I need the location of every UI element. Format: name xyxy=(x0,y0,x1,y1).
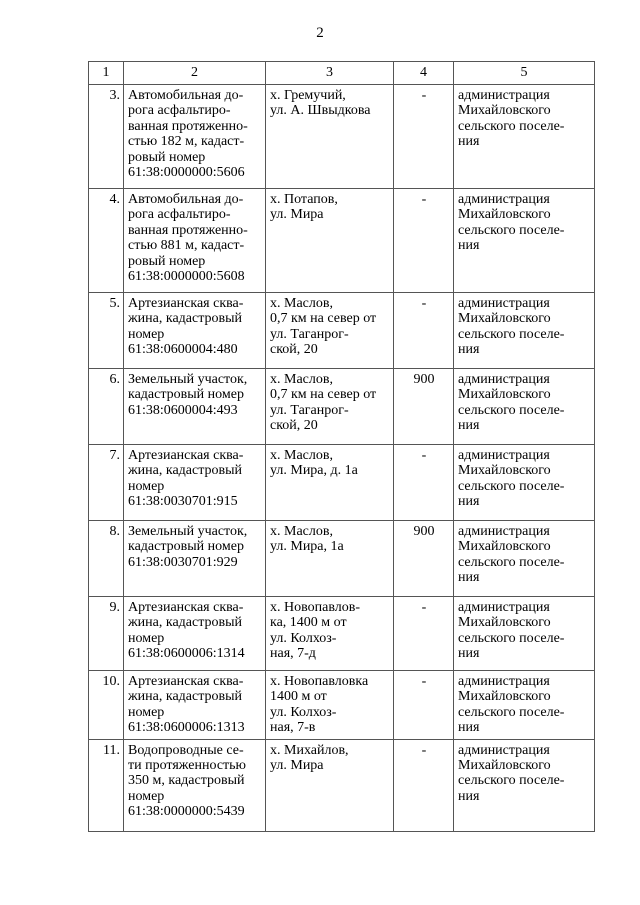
table-row xyxy=(89,597,595,671)
object-holder-line: ния xyxy=(458,238,480,254)
object-name-line: Артезианская сква- xyxy=(128,448,244,463)
object-address-line: 0,7 км на север от xyxy=(270,311,377,327)
table-row xyxy=(89,369,595,445)
row-number: 3. xyxy=(89,85,124,189)
object-address-line: ка, 1400 м от xyxy=(270,615,347,631)
object-holder-line: администрация xyxy=(458,192,550,207)
row-number: 5. xyxy=(89,293,124,369)
object-name-line: номер xyxy=(128,704,165,720)
object-name xyxy=(124,189,266,293)
object-address-line: ул. Колхоз- xyxy=(270,630,337,646)
object-address-line: ул. Мира xyxy=(270,207,324,223)
object-holder xyxy=(454,739,595,831)
object-name-line: стью 881 м, кадаст- xyxy=(128,238,245,254)
object-area: - xyxy=(394,293,454,369)
object-name-line: жина, кадастровый xyxy=(128,689,243,705)
table-row xyxy=(89,293,595,369)
object-holder-line: ния xyxy=(458,342,480,358)
object-address-line: ул. Таганрог- xyxy=(270,402,349,418)
object-holder-line: администрация xyxy=(458,88,550,103)
row-number: 7. xyxy=(89,445,124,521)
table-row xyxy=(89,189,595,293)
header-col-3: 3 xyxy=(266,62,394,85)
object-address-line: х. Михайлов, xyxy=(270,742,349,758)
object-address xyxy=(266,671,394,740)
object-holder-line: ния xyxy=(458,418,480,434)
object-name-line: рога асфальтиро- xyxy=(128,103,231,119)
object-holder-line: сельского поселе- xyxy=(458,118,565,134)
object-name-line: Водопроводные се- xyxy=(128,742,244,758)
page-number: 2 xyxy=(316,25,324,41)
object-holder-line: ния xyxy=(458,720,480,736)
object-holder-line: Михайловского xyxy=(458,103,551,119)
object-holder-line: администрация xyxy=(458,296,550,311)
object-holder-line: сельского поселе- xyxy=(458,326,565,342)
object-area: - xyxy=(394,445,454,521)
object-address-line: 0,7 км на север от xyxy=(270,387,377,403)
object-name-line: 61:38:0600004:493 xyxy=(128,402,238,418)
object-holder-line: ния xyxy=(458,494,480,510)
object-holder xyxy=(454,293,595,369)
object-name-line: 61:38:0600006:1313 xyxy=(128,720,245,736)
object-address xyxy=(266,597,394,671)
object-name-line: Артезианская сква- xyxy=(128,296,244,311)
object-name-line: 61:38:0000000:5439 xyxy=(128,804,245,820)
header-col-5: 5 xyxy=(454,62,595,85)
object-holder xyxy=(454,521,595,597)
object-address-line: ул. А. Швыдкова xyxy=(270,103,371,119)
object-address-line: ул. Колхоз- xyxy=(270,704,337,720)
object-holder-line: сельского поселе- xyxy=(458,478,565,494)
object-holder-line: сельского поселе- xyxy=(458,222,565,238)
object-holder-line: администрация xyxy=(458,600,550,615)
object-holder-line: ния xyxy=(458,134,480,150)
object-address-line: ской, 20 xyxy=(270,418,318,434)
object-name-line: 61:38:0000000:5608 xyxy=(128,269,245,285)
header-col-1: 1 xyxy=(89,62,124,85)
object-name xyxy=(124,293,266,369)
object-name-line: кадастровый номер xyxy=(128,387,244,403)
table-row xyxy=(89,85,595,189)
table-row xyxy=(89,521,595,597)
object-address-line: х. Новопавлов- xyxy=(270,600,361,615)
object-name-line: Земельный участок, xyxy=(128,524,248,539)
object-holder-line: сельского поселе- xyxy=(458,554,565,570)
object-holder xyxy=(454,85,595,189)
object-name-line: Артезианская сква- xyxy=(128,600,244,615)
object-address-line: х. Маслов, xyxy=(270,448,333,463)
table-row xyxy=(89,671,595,740)
object-name-line: 61:38:0600004:480 xyxy=(128,342,238,358)
object-holder-line: ния xyxy=(458,788,480,804)
object-name xyxy=(124,521,266,597)
object-address xyxy=(266,85,394,189)
object-address-line: х. Маслов, xyxy=(270,372,333,387)
object-holder xyxy=(454,671,595,740)
object-address-line: ул. Таганрог- xyxy=(270,326,349,342)
object-area: 900 xyxy=(394,521,454,597)
object-name-line: жина, кадастровый xyxy=(128,463,243,479)
object-name-line: 61:38:0000000:5606 xyxy=(128,165,245,181)
object-address-line: х. Потапов, xyxy=(270,192,338,207)
object-address-line: х. Маслов, xyxy=(270,524,333,539)
row-number: 11. xyxy=(89,739,124,831)
object-area: - xyxy=(394,85,454,189)
object-holder xyxy=(454,369,595,445)
object-holder-line: Михайловского xyxy=(458,689,551,705)
object-name-line: ванная протяженно- xyxy=(128,118,248,134)
object-name-line: кадастровый номер xyxy=(128,539,244,555)
object-name-line: 61:38:0030701:929 xyxy=(128,554,238,570)
object-holder-line: Михайловского xyxy=(458,207,551,223)
object-address-line: х. Маслов, xyxy=(270,296,333,311)
object-name xyxy=(124,739,266,831)
object-holder-line: ния xyxy=(458,646,480,662)
object-address-line: ул. Мира, д. 1а xyxy=(270,463,358,479)
object-holder-line: Михайловского xyxy=(458,463,551,479)
object-address xyxy=(266,189,394,293)
object-address xyxy=(266,445,394,521)
object-name-line: ровый номер xyxy=(128,253,206,269)
object-address xyxy=(266,369,394,445)
object-name-line: стью 182 м, кадаст- xyxy=(128,134,245,150)
table-row xyxy=(89,445,595,521)
object-holder xyxy=(454,597,595,671)
object-address-line: ная, 7-д xyxy=(270,646,316,662)
object-name-line: номер xyxy=(128,326,165,342)
object-holder-line: Михайловского xyxy=(458,539,551,555)
object-holder-line: администрация xyxy=(458,372,550,387)
object-area: - xyxy=(394,189,454,293)
object-address xyxy=(266,521,394,597)
header-col-4: 4 xyxy=(394,62,454,85)
object-holder-line: сельского поселе- xyxy=(458,704,565,720)
object-area: - xyxy=(394,671,454,740)
object-name-line: 350 м, кадастровый xyxy=(128,773,245,789)
row-number: 9. xyxy=(89,597,124,671)
object-name-line: ти протяженностью xyxy=(128,758,247,774)
table-header-row xyxy=(89,62,595,85)
object-name-line: номер xyxy=(128,478,165,494)
header-col-2: 2 xyxy=(124,62,266,85)
object-holder xyxy=(454,445,595,521)
object-address-line: х. Гремучий, xyxy=(270,88,346,103)
object-address-line: 1400 м от xyxy=(270,689,327,705)
object-name-line: номер xyxy=(128,788,165,804)
object-holder-line: Михайловского xyxy=(458,387,551,403)
object-holder-line: ния xyxy=(458,570,480,586)
object-name-line: Автомобильная до- xyxy=(128,88,244,103)
object-holder-line: администрация xyxy=(458,448,550,463)
object-name-line: жина, кадастровый xyxy=(128,311,243,327)
object-name xyxy=(124,671,266,740)
object-holder-line: Михайловского xyxy=(458,311,551,327)
object-name-line: рога асфальтиро- xyxy=(128,207,231,223)
object-holder-line: администрация xyxy=(458,742,550,758)
object-area: 900 xyxy=(394,369,454,445)
object-holder-line: администрация xyxy=(458,524,550,539)
object-address-line: х. Новопавловка xyxy=(270,674,369,689)
object-name-line: ровый номер xyxy=(128,149,206,165)
table-body xyxy=(89,85,595,832)
object-name xyxy=(124,369,266,445)
object-name-line: 61:38:0030701:915 xyxy=(128,494,238,510)
object-holder-line: сельского поселе- xyxy=(458,630,565,646)
object-holder-line: Михайловского xyxy=(458,615,551,631)
object-name-line: Автомобильная до- xyxy=(128,192,244,207)
object-holder xyxy=(454,189,595,293)
object-address-line: ул. Мира, 1а xyxy=(270,539,344,555)
object-name-line: Земельный участок, xyxy=(128,372,248,387)
row-number: 6. xyxy=(89,369,124,445)
object-area: - xyxy=(394,739,454,831)
object-area: - xyxy=(394,597,454,671)
object-name xyxy=(124,445,266,521)
object-holder-line: сельского поселе- xyxy=(458,773,565,789)
object-holder-line: сельского поселе- xyxy=(458,402,565,418)
object-address xyxy=(266,739,394,831)
object-address xyxy=(266,293,394,369)
row-number: 4. xyxy=(89,189,124,293)
row-number: 10. xyxy=(89,671,124,740)
table-row xyxy=(89,739,595,831)
object-address-line: ской, 20 xyxy=(270,342,318,358)
object-name-line: ванная протяженно- xyxy=(128,222,248,238)
object-address-line: ная, 7-в xyxy=(270,720,316,736)
row-number: 8. xyxy=(89,521,124,597)
object-name-line: 61:38:0600006:1314 xyxy=(128,646,245,662)
object-name-line: жина, кадастровый xyxy=(128,615,243,631)
property-table xyxy=(88,61,595,832)
object-name-line: Артезианская сква- xyxy=(128,674,244,689)
object-address-line: ул. Мира xyxy=(270,758,324,774)
object-holder-line: администрация xyxy=(458,674,550,689)
object-holder-line: Михайловского xyxy=(458,758,551,774)
object-name xyxy=(124,597,266,671)
object-name xyxy=(124,85,266,189)
object-name-line: номер xyxy=(128,630,165,646)
